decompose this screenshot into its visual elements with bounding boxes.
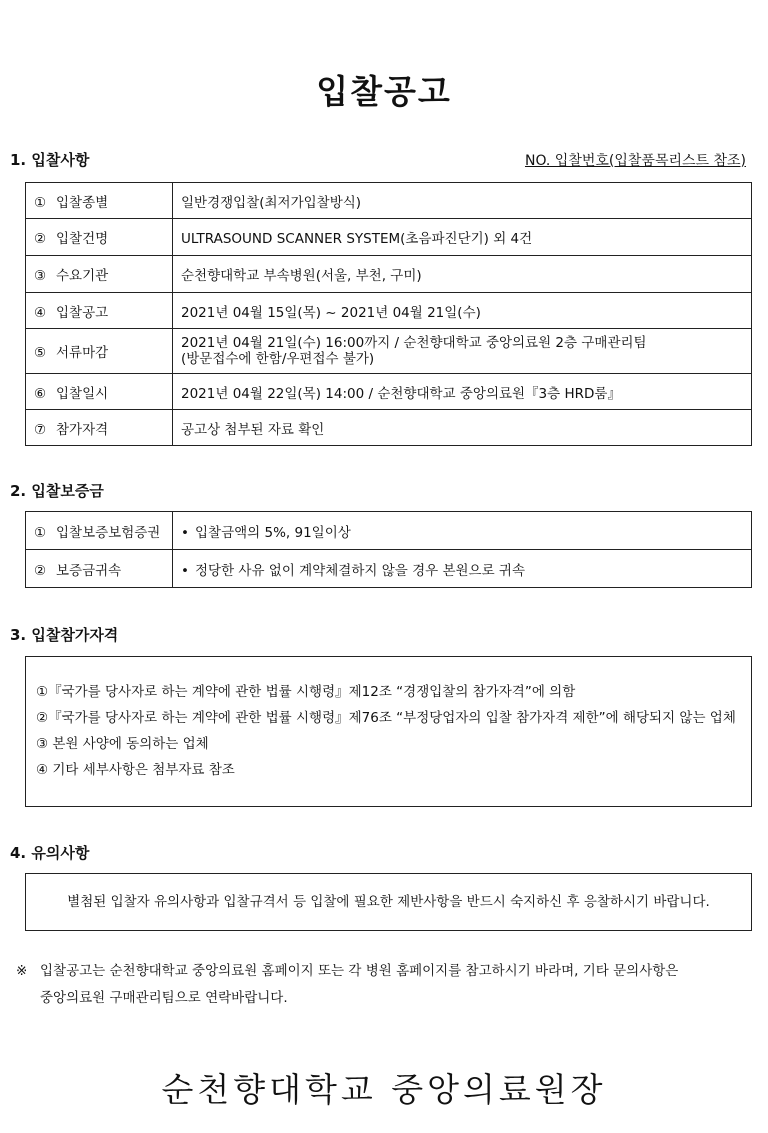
row-label-text: 입찰일시	[56, 385, 109, 402]
row-label-text: 입찰종별	[56, 194, 109, 211]
row-label	[26, 293, 173, 329]
row-value: 순천향대학교 부속병원(서울, 부천, 구미)	[173, 256, 752, 293]
bullet-icon: •	[181, 524, 189, 541]
row-number: ②	[34, 562, 47, 579]
row-value	[173, 329, 752, 374]
table-row	[26, 293, 752, 329]
document-title: 입찰공고	[316, 72, 452, 111]
row-number: ①	[34, 524, 47, 541]
list-item: ③ 본원 사양에 동의하는 업체	[36, 736, 209, 752]
row-label	[26, 410, 173, 446]
bid-details-table	[25, 182, 752, 446]
row-label-text: 입찰보증보험증권	[56, 524, 161, 541]
bullet-icon: •	[181, 562, 189, 579]
row-label-text: 수요기관	[56, 268, 109, 284]
row-value-text: 입찰금액의 5%, 91일이상	[195, 524, 351, 541]
table-row	[26, 374, 752, 410]
bid-number-reference: NO. 입찰번호(입찰품목리스트 참조)	[524, 153, 746, 169]
table-row	[26, 329, 752, 374]
table-row	[26, 410, 752, 446]
row-label-text: 참가자격	[56, 421, 109, 438]
row-label-text: 보증금귀속	[56, 562, 122, 579]
bid-bond-table	[25, 511, 752, 588]
issuer-signature: 순천향대학교 중앙의료원장	[161, 1070, 607, 1109]
row-value-line: (방문접수에 한함/우편접수 불가)	[181, 351, 375, 367]
notice-box	[25, 873, 752, 931]
footnote-line: 입찰공고는 순천향대학교 중앙의료원 홈페이지 또는 각 병원 홈페이지를 참고하시기 바라며, 기타 문의사항은	[40, 963, 679, 979]
row-label-text: 입찰건명	[56, 231, 109, 247]
row-number: ②	[34, 231, 47, 247]
row-label	[26, 183, 173, 219]
row-value-line: 2021년 04월 21일(수) 16:00까지 / 순천향대학교 중앙의료원 2층 구매관리팀	[181, 335, 647, 351]
section2-heading: 2. 입찰보증금	[10, 482, 104, 500]
row-value: 일반경쟁입찰(최저가입찰방식)	[173, 183, 752, 219]
row-label	[26, 256, 173, 293]
row-label-text: 서류마감	[56, 345, 109, 361]
row-label	[26, 550, 173, 588]
list-item: ②『국가를 당사자로 하는 계약에 관한 법률 시행령』제76조 “부정당업자의 입찰 참가자격 제한”에 해당되지 않는 업체	[36, 710, 736, 726]
notice-text: 별첨된 입찰자 유의사항과 입찰규격서 등 입찰에 필요한 제반사항을 반드시 숙지하신 후 응찰하시기 바랍니다.	[67, 894, 710, 910]
row-label	[26, 374, 173, 410]
row-number: ⑥	[34, 385, 47, 402]
qualification-box	[25, 656, 752, 807]
row-value: 공고상 첨부된 자료 확인	[173, 410, 752, 446]
section1-heading: 1. 입찰사항	[10, 151, 90, 169]
footnote	[16, 958, 756, 1012]
row-value	[173, 512, 752, 550]
footnote-line: 중앙의료원 구매관리팀으로 연락바랍니다.	[40, 990, 288, 1006]
table-row	[26, 512, 752, 550]
list-item: ①『국가를 당사자로 하는 계약에 관한 법률 시행령』제12조 “경쟁입찰의 참가자격”에 의함	[36, 684, 576, 700]
row-number: ④	[34, 304, 47, 321]
row-number: ⑤	[34, 345, 47, 361]
section3-heading: 3. 입찰참가자격	[10, 626, 119, 644]
row-value: ULTRASOUND SCANNER SYSTEM(초음파진단기) 외 4건	[173, 219, 752, 256]
table-row	[26, 219, 752, 256]
row-value: 2021년 04월 15일(목) ~ 2021년 04월 21일(수)	[173, 293, 752, 329]
row-number: ③	[34, 268, 47, 284]
reference-mark-icon: ※	[16, 963, 28, 979]
row-label	[26, 219, 173, 256]
row-value: 2021년 04월 22일(목) 14:00 / 순천향대학교 중앙의료원『3층 HRD룸』	[173, 374, 752, 410]
row-number: ①	[34, 194, 47, 211]
table-row	[26, 256, 752, 293]
list-item: ④ 기타 세부사항은 첨부자료 참조	[36, 762, 235, 778]
row-number: ⑦	[34, 421, 47, 438]
row-label-text: 입찰공고	[56, 304, 109, 321]
table-row	[26, 183, 752, 219]
row-value-text: 정당한 사유 없이 계약체결하지 않을 경우 본원으로 귀속	[195, 562, 525, 579]
row-label	[26, 512, 173, 550]
row-value	[173, 550, 752, 588]
row-label	[26, 329, 173, 374]
table-row	[26, 550, 752, 588]
section4-heading: 4. 유의사항	[10, 844, 90, 862]
